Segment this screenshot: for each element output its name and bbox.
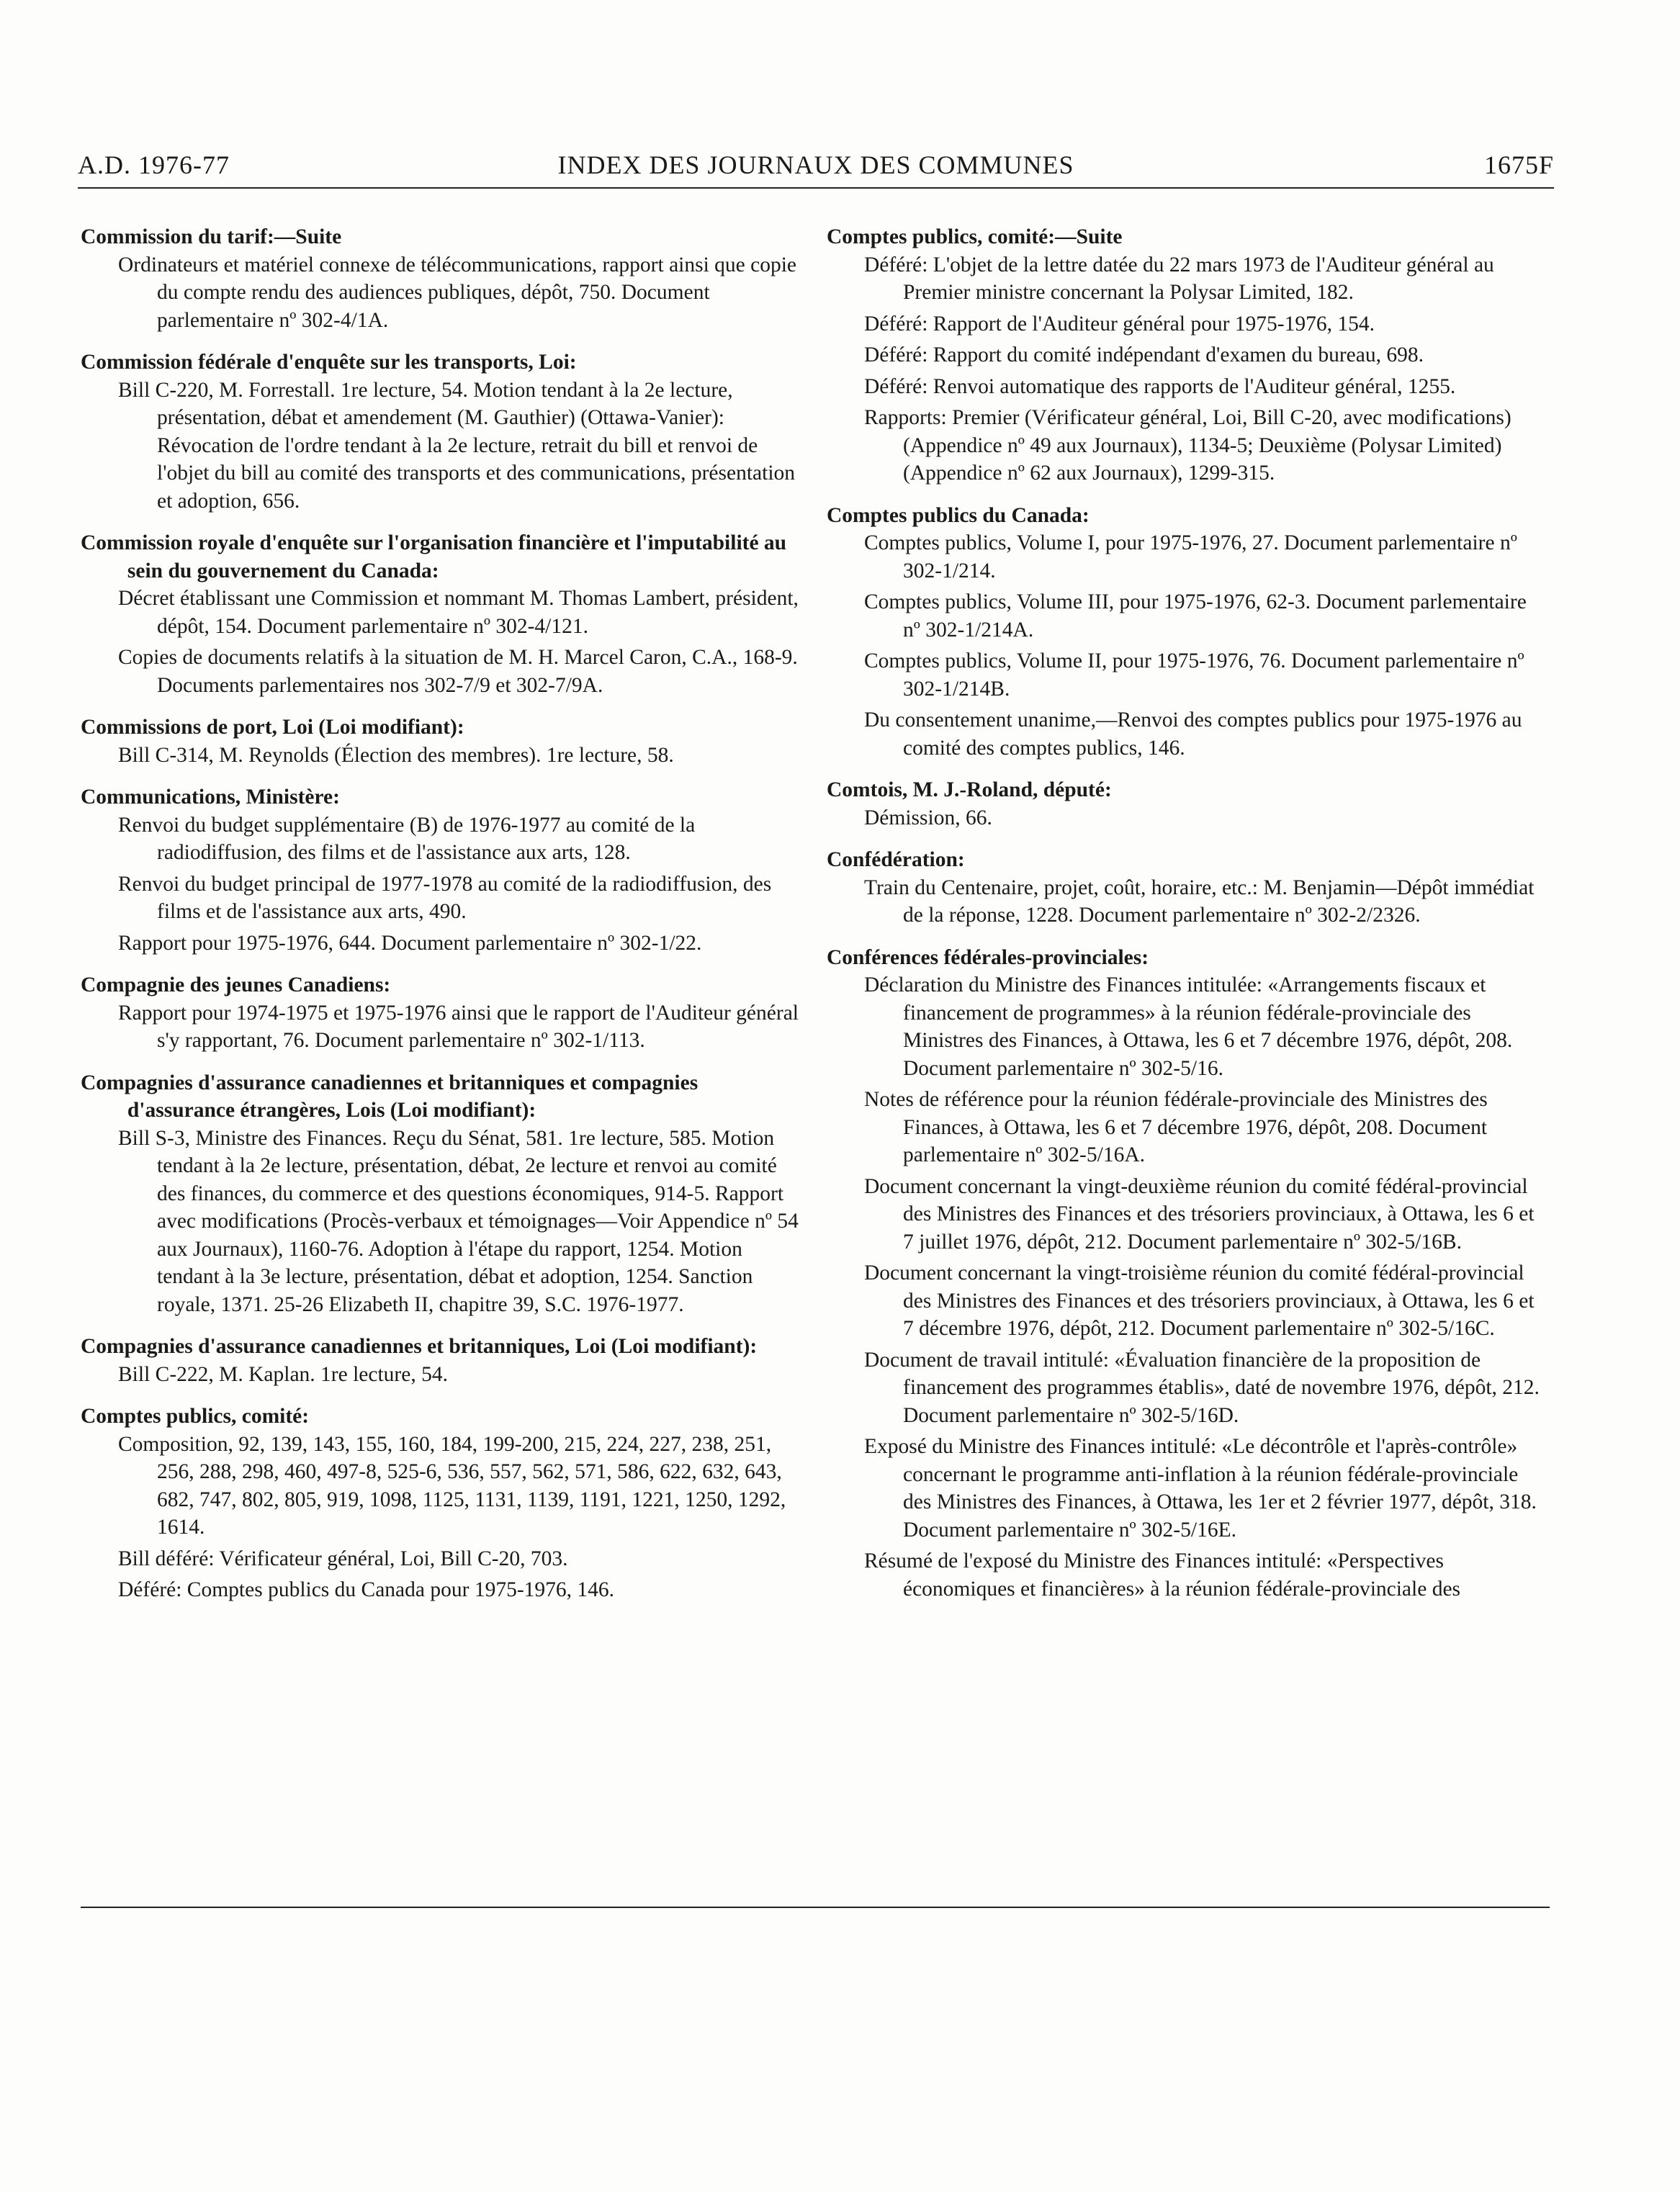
entry-subitem: Exposé du Ministre des Finances intitulé: «Le décontrôle et l'après-contrôle» concernant le programme anti-inflation à la réunion fédérale-provinciale des Ministres des Finances, à Ottawa, les 1er et 2 février 1977, dépôt, 318. Document parlementaire nº 302-5/16E. <box>864 1435 1537 1542</box>
entry-subitem: Bill C-314, M. Reynolds (Élection des membres). 1re lecture, 58. <box>118 743 674 767</box>
index-entry <box>827 846 1547 930</box>
entry-heading: Commission royale d'enquête sur l'organisation financière et l'imputabilité au sein du gouvernement du Canada: <box>81 531 787 582</box>
entry-subitem: Bill C-220, M. Forrestall. 1re lecture, 54. Motion tendant à la 2e lecture, présentation, débat et amendement (M. Gauthier) (Ottawa-Vanier): Révocation de l'ordre tendant à la 2e lecture, retrait du bill et renvoi de l'objet du bill au comité des transports et des communications, présentation et adoption, 656. <box>118 378 796 513</box>
index-entry <box>81 1333 801 1388</box>
entry-subitem: Copies de documents relatifs à la situation de M. H. Marcel Caron, C.A., 168-9. Documents parlementaires nos 302-7/9 et 302-7/9A. <box>118 646 798 697</box>
entry-subitem: Déféré: Comptes publics du Canada pour 1975-1976, 146. <box>118 1578 615 1601</box>
entry-heading: Comptes publics du Canada: <box>827 503 1090 527</box>
entry-heading: Compagnies d'assurance canadiennes et britanniques et compagnies d'assurance étrangères, Lois (Loi modifiant): <box>81 1071 698 1122</box>
entry-subitem: Comptes publics, Volume I, pour 1975-1976, 27. Document parlementaire nº 302-1/214. <box>864 531 1517 582</box>
index-entry <box>827 502 1547 762</box>
index-entry <box>827 223 1547 487</box>
entry-heading: Comptes publics, comité:—Suite <box>827 225 1123 248</box>
page-number: 1675F <box>1483 150 1554 179</box>
entry-subitem: Notes de référence pour la réunion fédérale-provinciale des Ministres des Finances, à Ottawa, les 6 et 7 décembre 1976, dépôt, 208. Document parlementaire nº 302-5/16A. <box>864 1088 1488 1166</box>
entry-subitem: Déféré: Rapport de l'Auditeur général pour 1975-1976, 154. <box>864 312 1375 336</box>
entry-subitem: Déféré: Renvoi automatique des rapports de l'Auditeur général, 1255. <box>864 374 1456 398</box>
index-entry <box>827 776 1547 832</box>
index-entry <box>81 783 801 957</box>
entry-subitem: Résumé de l'exposé du Ministre des Finances intitulé: «Perspectives économiques et financières» à la réunion fédérale-provinciale des <box>864 1549 1461 1601</box>
entry-subitem: Bill déféré: Vérificateur général, Loi, Bill C-20, 703. <box>118 1547 568 1570</box>
entry-subitem: Déclaration du Ministre des Finances intitulée: «Arrangements fiscaux et financement de programmes» à la réunion fédérale-provinciale des Ministres des Finances, à Ottawa, les 6 et 7 décembre 1976, dépôt, 208. Document parlementaire nº 302-5/16. <box>864 973 1513 1080</box>
entry-heading: Conférences fédérales-provinciales: <box>827 945 1149 969</box>
entry-subitem: Démission, 66. <box>864 806 992 829</box>
index-entry <box>81 1069 801 1319</box>
entry-subitem: Déféré: Rapport du comité indépendant d'examen du bureau, 698. <box>864 343 1424 366</box>
entry-heading: Commission du tarif:—Suite <box>81 225 342 248</box>
entry-subitem: Document concernant la vingt-deuxième réunion du comité fédéral-provincial des Ministres des Finances et des trésoriers provinciaux, à Ottawa, les 6 et 7 juillet 1976, dépôt, 212. Document parlementaire nº 302-5/16B. <box>864 1174 1535 1254</box>
entry-heading: Compagnie des jeunes Canadiens: <box>81 973 391 996</box>
volume-year: A.D. 1976-77 <box>78 150 230 179</box>
entry-subitem: Rapport pour 1974-1975 et 1975-1976 ainsi que le rapport de l'Auditeur général s'y rapportant, 76. Document parlementaire nº 302-1/113. <box>118 1001 799 1052</box>
entry-heading: Communications, Ministère: <box>81 786 340 809</box>
index-entry <box>81 223 801 334</box>
entry-subitem: Ordinateurs et matériel connexe de télécommunications, rapport ainsi que copie du compte rendu des audiences publiques, dépôt, 750. Document parlementaire nº 302-4/1A. <box>118 253 797 332</box>
entry-heading: Compagnies d'assurance canadiennes et britanniques, Loi (Loi modifiant): <box>81 1335 758 1358</box>
entry-heading: Commissions de port, Loi (Loi modifiant): <box>81 716 464 739</box>
entry-subitem: Du consentement unanime,—Renvoi des comptes publics pour 1975-1976 au comité des comptes publics, 146. <box>864 708 1522 760</box>
entry-subitem: Rapport pour 1975-1976, 644. Document parlementaire nº 302-1/22. <box>118 931 702 955</box>
index-entry <box>81 529 801 699</box>
index-entry <box>81 348 801 515</box>
entry-heading: Comtois, M. J.-Roland, député: <box>827 778 1112 801</box>
entry-subitem: Composition, 92, 139, 143, 155, 160, 184, 199-200, 215, 224, 227, 238, 251, 256, 288, 298, 460, 497-8, 525-6, 536, 557, 562, 571, 586, 622, 632, 643, 682, 747, 802, 805, 919, 1098, 1125, 1131, 1139, 1191, 1221, 1250, 1292, 1614. <box>118 1432 786 1539</box>
entry-subitem: Bill S-3, Ministre des Finances. Reçu du Sénat, 581. 1re lecture, 585. Motion tendant à la 2e lecture, présentation, débat, 2e lecture et renvoi au comité des finances, du commerce et des questions économiques, 914-5. Rapport avec modifications (Procès-verbaux et témoignages—Voir Appendice nº 54 aux Journaux), 1160-76. Adoption à l'étape du rapport, 1254. Motion tendant à la 3e lecture, présentation, débat et adoption, 1254. Sanction royale, 1371. 25-26 Elizabeth II, chapitre 39, S.C. 1976-1977. <box>118 1126 799 1316</box>
entry-subitem: Décret établissant une Commission et nommant M. Thomas Lambert, président, dépôt, 154. Document parlementaire nº 302-4/121. <box>118 587 799 638</box>
entry-subitem: Document de travail intitulé: «Évaluation financière de la proposition de financement des programmes établis», daté de novembre 1976, dépôt, 212. Document parlementaire nº 302-5/16D. <box>864 1348 1540 1427</box>
page-title: INDEX DES JOURNAUX DES COMMUNES <box>557 150 1074 179</box>
entry-subitem: Déféré: L'objet de la lettre datée du 22 mars 1973 de l'Auditeur général au Premier ministre concernant la Polysar Limited, 182. <box>864 253 1494 304</box>
running-head <box>78 150 1554 189</box>
index-entry <box>827 944 1547 1603</box>
left-column <box>81 223 801 1619</box>
entry-subitem: Rapports: Premier (Vérificateur général, Loi, Bill C-20, avec modifications) (Appendice nº 49 aux Journaux), 1134-5; Deuxième (Polysar Limited) (Appendice nº 62 aux Journaux), 1299-315. <box>864 406 1511 485</box>
entry-heading: Comptes publics, comité: <box>81 1405 310 1428</box>
entry-heading: Confédération: <box>827 848 965 871</box>
bottom-rule <box>81 1907 1550 1908</box>
entry-subitem: Train du Centenaire, projet, coût, horaire, etc.: M. Benjamin—Dépôt immédiat de la réponse, 1228. Document parlementaire nº 302-2/2326. <box>864 876 1535 927</box>
right-column <box>827 223 1547 1617</box>
entry-subitem: Document concernant la vingt-troisième réunion du comité fédéral-provincial des Ministres des Finances et des trésoriers provinciaux, à Ottawa, les 6 et 7 décembre 1976, dépôt, 212. Document parlementaire nº 302-5/16C. <box>864 1261 1535 1340</box>
index-entry <box>81 1403 801 1604</box>
index-entry <box>81 714 801 769</box>
entry-subitem: Renvoi du budget supplémentaire (B) de 1976-1977 au comité de la radiodiffusion, des films et de l'assistance aux arts, 128. <box>118 813 696 864</box>
entry-subitem: Renvoi du budget principal de 1977-1978 au comité de la radiodiffusion, des films et de l'assistance aux arts, 490. <box>118 872 772 923</box>
entry-subitem: Comptes publics, Volume II, pour 1975-1976, 76. Document parlementaire nº 302-1/214B. <box>864 649 1524 701</box>
entry-heading: Commission fédérale d'enquête sur les transports, Loi: <box>81 351 577 374</box>
entry-subitem: Comptes publics, Volume III, pour 1975-1976, 62-3. Document parlementaire nº 302-1/214A. <box>864 590 1527 642</box>
index-entry <box>81 971 801 1055</box>
entry-subitem: Bill C-222, M. Kaplan. 1re lecture, 54. <box>118 1362 448 1386</box>
